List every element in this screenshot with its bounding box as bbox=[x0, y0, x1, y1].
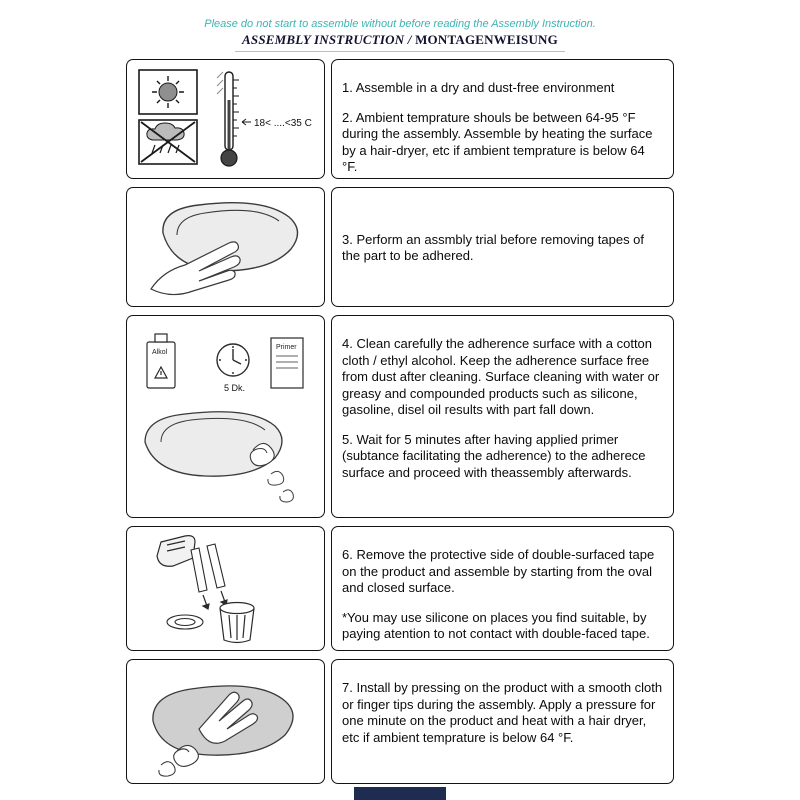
clock-icon bbox=[217, 344, 249, 376]
cloth-icon bbox=[159, 745, 198, 776]
step-5-text: 5. Wait for 5 minutes after having applied primer (subtance facilitating the adherence) to the adherece surface and proceed with theassembly afterwards. bbox=[342, 431, 646, 480]
step-text-trial bbox=[331, 187, 674, 307]
climate-illustration bbox=[126, 59, 325, 179]
step-row-environment bbox=[126, 59, 674, 179]
tape-graphic bbox=[133, 532, 318, 646]
temperature-range-label: 18< ....<35 C bbox=[254, 118, 312, 129]
title-english: ASSEMBLY INSTRUCTION / bbox=[242, 32, 412, 47]
tape-strips bbox=[191, 544, 225, 592]
step-row-tape bbox=[126, 526, 674, 651]
step-7-text: 7. Install by pressing on the product with a smooth cloth or finger tips during the assembly. Apply a pressure for one minute on the product and heat with a hair dryer, etc if ambient temprature is below 64 °F. bbox=[342, 680, 663, 745]
mirror-wiping-graphic bbox=[145, 411, 293, 501]
title-german: MONTAGENWEISUNG bbox=[415, 32, 558, 47]
alcohol-bottle-icon bbox=[147, 334, 175, 388]
primer-label: Primer bbox=[276, 343, 297, 351]
title-divider bbox=[235, 51, 565, 52]
step-3-text: 3. Perform an assmbly trial before removing tapes of the part to be adhered. bbox=[342, 231, 645, 263]
footer-logo-bar bbox=[354, 787, 446, 800]
wait-time-label: 5 Dk. bbox=[224, 382, 246, 393]
trash-bin-icon bbox=[220, 602, 254, 642]
step-2-text: 2. Ambient temprature shouls be between 64-95 °F during the assembly. Assemble by heating the surface by a hair-dryer, etc if ambient temprature is below 64 °F. bbox=[342, 109, 653, 174]
step-row-cleaning bbox=[126, 315, 674, 518]
step-text-install bbox=[331, 659, 674, 784]
climate-graphic bbox=[133, 66, 318, 172]
temperature-range-callout bbox=[242, 118, 312, 129]
instruction-steps bbox=[126, 59, 674, 784]
step-row-install bbox=[126, 659, 674, 784]
step-text-tape bbox=[331, 526, 674, 651]
page-title bbox=[0, 32, 800, 48]
silicone-note-text: *You may use silicone on places you find suitable, by paying atention to not contact with double-faced tape. bbox=[342, 609, 650, 641]
thermometer-icon bbox=[217, 72, 239, 166]
bottle-label: Alkol bbox=[152, 348, 168, 356]
step-1-text: 1. Assemble in a dry and dust-free environment bbox=[342, 80, 615, 95]
sun-icon bbox=[139, 70, 197, 114]
step-text-environment bbox=[331, 59, 674, 179]
cleaning-illustration bbox=[126, 315, 325, 518]
no-rain-icon bbox=[139, 120, 197, 164]
trial-graphic bbox=[133, 193, 318, 301]
trial-illustration bbox=[126, 187, 325, 307]
step-text-cleaning bbox=[331, 315, 674, 518]
cleaning-graphic bbox=[133, 322, 318, 512]
install-graphic bbox=[133, 665, 318, 779]
step-row-trial bbox=[126, 187, 674, 307]
install-illustration bbox=[126, 659, 325, 784]
pre-assembly-notice: Please do not start to assemble without before reading the Assembly Instruction. bbox=[204, 18, 596, 30]
hand-peeling-icon bbox=[157, 535, 195, 566]
step-6-text: 6. Remove the protective side of double-surfaced tape on the product and assemble by starting from the oval and closed surface. bbox=[342, 547, 655, 595]
oval-surface-icon bbox=[167, 615, 203, 629]
step-4-text: 4. Clean carefully the adherence surface with a cotton cloth / ethyl alcohol. Keep the adherence surface free from dust after cleaning. Surface cleaning with water or greasy and compounded products such as silicone, gasoline, disel oil results with part fall down. bbox=[342, 336, 660, 417]
tape-illustration bbox=[126, 526, 325, 651]
